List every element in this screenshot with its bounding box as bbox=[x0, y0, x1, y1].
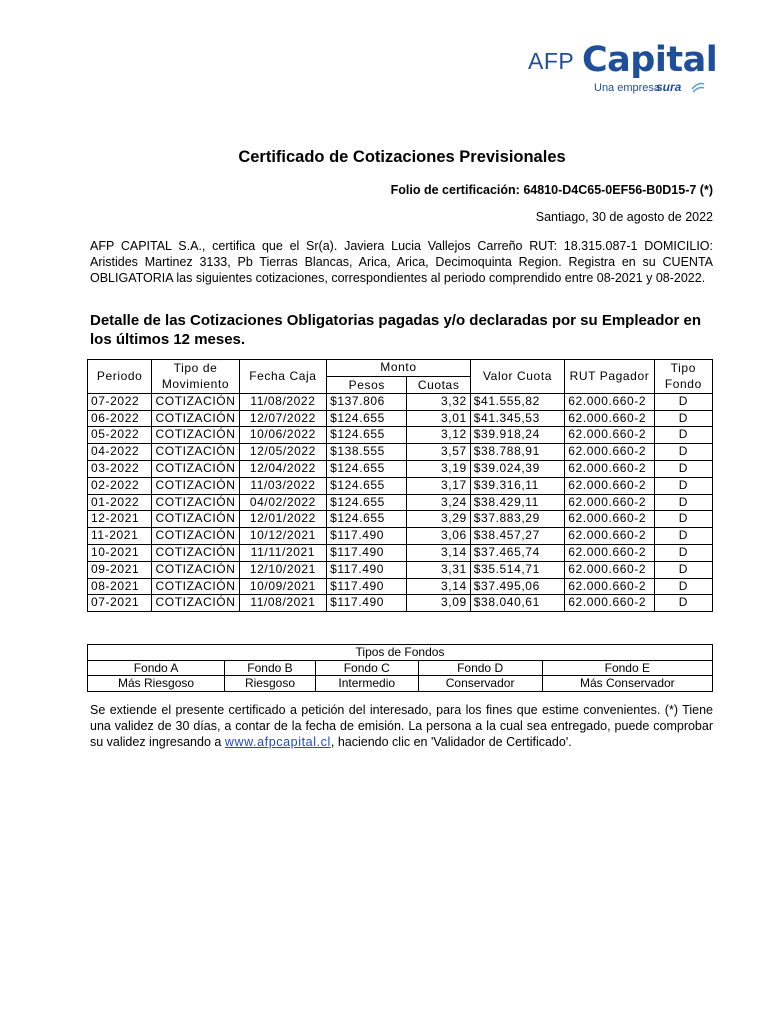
afp-capital-logo bbox=[528, 40, 718, 100]
footer-paragraph bbox=[90, 702, 713, 750]
table-row bbox=[88, 477, 713, 494]
logo-afp-text: AFP bbox=[528, 48, 575, 74]
table-row bbox=[88, 494, 713, 511]
sura-swoosh-icon bbox=[690, 80, 706, 94]
cell-tipo-movimiento: COTIZACIÓN bbox=[152, 511, 239, 528]
fund-name-c: Fondo C bbox=[315, 660, 418, 676]
cell-fecha-caja: 12/04/2022 bbox=[239, 460, 326, 477]
footer-text-before: Se extiende el presente certificado a petición del interesado, para los fines que estime convenientes. (*) Tiene una validez de 30 días, a contar de la fecha de emisión. La persona a la cual sea entregado, puede comprobar su validez ingresando a bbox=[90, 703, 713, 749]
fund-name-a: Fondo A bbox=[88, 660, 225, 676]
cell-pesos: $124.655 bbox=[327, 511, 407, 528]
cell-cuotas: 3,29 bbox=[407, 511, 470, 528]
folio-line: Folio de certificación: 64810-D4C65-0EF56-B0D15-7 (*) bbox=[390, 183, 713, 197]
cell-rut-pagador: 62.000.660-2 bbox=[565, 393, 654, 410]
cell-periodo: 06-2022 bbox=[88, 410, 152, 427]
table-row bbox=[88, 393, 713, 410]
cell-pesos: $124.655 bbox=[327, 410, 407, 427]
cell-fecha-caja: 11/11/2021 bbox=[239, 544, 326, 561]
table-row bbox=[88, 460, 713, 477]
cell-fecha-caja: 10/09/2021 bbox=[239, 578, 326, 595]
fund-types-title: Tipos de Fondos bbox=[88, 645, 713, 661]
cell-rut-pagador: 62.000.660-2 bbox=[565, 494, 654, 511]
cell-pesos: $117.490 bbox=[327, 561, 407, 578]
cell-periodo: 02-2022 bbox=[88, 477, 152, 494]
cell-pesos: $124.655 bbox=[327, 494, 407, 511]
cell-valor-cuota: $37.883,29 bbox=[470, 511, 564, 528]
cell-valor-cuota: $41.555,82 bbox=[470, 393, 564, 410]
cell-valor-cuota: $38.040,61 bbox=[470, 595, 564, 612]
table-row bbox=[88, 427, 713, 444]
header-fecha-caja: Fecha Caja bbox=[239, 360, 326, 394]
cell-pesos: $117.490 bbox=[327, 595, 407, 612]
footer-text-after: , haciendo clic en 'Validador de Certificado'. bbox=[330, 735, 572, 749]
header-monto: Monto bbox=[327, 360, 471, 377]
cell-valor-cuota: $39.024,39 bbox=[470, 460, 564, 477]
logo-sura-text: sura bbox=[656, 80, 682, 94]
cell-cuotas: 3,19 bbox=[407, 460, 470, 477]
cell-tipo-fondo: D bbox=[654, 393, 712, 410]
header-pesos: Pesos bbox=[327, 376, 407, 393]
contributions-table-body bbox=[88, 393, 713, 611]
cell-periodo: 09-2021 bbox=[88, 561, 152, 578]
cell-rut-pagador: 62.000.660-2 bbox=[565, 477, 654, 494]
cell-fecha-caja: 04/02/2022 bbox=[239, 494, 326, 511]
cell-tipo-fondo: D bbox=[654, 494, 712, 511]
cell-cuotas: 3,57 bbox=[407, 444, 470, 461]
cell-valor-cuota: $39.316,11 bbox=[470, 477, 564, 494]
logo-capital-text: Capital bbox=[582, 40, 718, 80]
cell-tipo-fondo: D bbox=[654, 410, 712, 427]
cell-cuotas: 3,14 bbox=[407, 578, 470, 595]
cell-rut-pagador: 62.000.660-2 bbox=[565, 544, 654, 561]
cell-tipo-movimiento: COTIZACIÓN bbox=[152, 544, 239, 561]
cell-periodo: 01-2022 bbox=[88, 494, 152, 511]
cell-fecha-caja: 12/05/2022 bbox=[239, 444, 326, 461]
cell-periodo: 07-2021 bbox=[88, 595, 152, 612]
fund-risk-a: Más Riesgoso bbox=[88, 676, 225, 692]
cell-rut-pagador: 62.000.660-2 bbox=[565, 578, 654, 595]
cell-cuotas: 3,09 bbox=[407, 595, 470, 612]
cell-valor-cuota: $39.918,24 bbox=[470, 427, 564, 444]
cell-valor-cuota: $37.495,06 bbox=[470, 578, 564, 595]
fund-name-d: Fondo D bbox=[418, 660, 542, 676]
cell-tipo-fondo: D bbox=[654, 511, 712, 528]
cell-tipo-fondo: D bbox=[654, 561, 712, 578]
page-title: Certificado de Cotizaciones Previsionales bbox=[238, 148, 566, 166]
cell-fecha-caja: 12/10/2021 bbox=[239, 561, 326, 578]
cell-cuotas: 3,31 bbox=[407, 561, 470, 578]
cell-pesos: $117.490 bbox=[327, 528, 407, 545]
cell-rut-pagador: 62.000.660-2 bbox=[565, 460, 654, 477]
cell-tipo-movimiento: COTIZACIÓN bbox=[152, 578, 239, 595]
header-cuotas: Cuotas bbox=[407, 376, 470, 393]
cell-pesos: $117.490 bbox=[327, 578, 407, 595]
fund-risk-c: Intermedio bbox=[315, 676, 418, 692]
date-line: Santiago, 30 de agosto de 2022 bbox=[535, 210, 713, 224]
cell-pesos: $117.490 bbox=[327, 544, 407, 561]
cell-valor-cuota: $38.788,91 bbox=[470, 444, 564, 461]
fund-risk-b: Riesgoso bbox=[225, 676, 316, 692]
cell-tipo-movimiento: COTIZACIÓN bbox=[152, 460, 239, 477]
cell-periodo: 03-2022 bbox=[88, 460, 152, 477]
cell-rut-pagador: 62.000.660-2 bbox=[565, 444, 654, 461]
cell-rut-pagador: 62.000.660-2 bbox=[565, 410, 654, 427]
header-valor-cuota: Valor Cuota bbox=[470, 360, 564, 394]
fund-types-table bbox=[87, 644, 713, 692]
cell-periodo: 11-2021 bbox=[88, 528, 152, 545]
cell-pesos: $137.806 bbox=[327, 393, 407, 410]
cell-cuotas: 3,32 bbox=[407, 393, 470, 410]
table-row bbox=[88, 511, 713, 528]
cell-fecha-caja: 10/06/2022 bbox=[239, 427, 326, 444]
cell-tipo-fondo: D bbox=[654, 477, 712, 494]
cell-periodo: 05-2022 bbox=[88, 427, 152, 444]
cell-valor-cuota: $37.465,74 bbox=[470, 544, 564, 561]
table-row bbox=[88, 544, 713, 561]
cell-tipo-movimiento: COTIZACIÓN bbox=[152, 494, 239, 511]
table-row bbox=[88, 578, 713, 595]
contributions-table bbox=[87, 359, 713, 612]
cell-rut-pagador: 62.000.660-2 bbox=[565, 511, 654, 528]
cell-tipo-movimiento: COTIZACIÓN bbox=[152, 427, 239, 444]
cell-cuotas: 3,14 bbox=[407, 544, 470, 561]
cell-periodo: 04-2022 bbox=[88, 444, 152, 461]
cell-tipo-movimiento: COTIZACIÓN bbox=[152, 410, 239, 427]
cell-pesos: $124.655 bbox=[327, 427, 407, 444]
cell-tipo-fondo: D bbox=[654, 544, 712, 561]
afpcapital-link[interactable]: www.afpcapital.cl bbox=[224, 735, 331, 749]
cell-rut-pagador: 62.000.660-2 bbox=[565, 561, 654, 578]
cell-cuotas: 3,12 bbox=[407, 427, 470, 444]
table-row bbox=[88, 595, 713, 612]
cell-tipo-movimiento: COTIZACIÓN bbox=[152, 561, 239, 578]
cell-valor-cuota: $38.429,11 bbox=[470, 494, 564, 511]
cell-pesos: $138.555 bbox=[327, 444, 407, 461]
cell-valor-cuota: $38.457,27 bbox=[470, 528, 564, 545]
cell-fecha-caja: 11/08/2022 bbox=[239, 393, 326, 410]
cell-pesos: $124.655 bbox=[327, 460, 407, 477]
fund-risk-e: Más Conservador bbox=[542, 676, 712, 692]
cell-tipo-fondo: D bbox=[654, 528, 712, 545]
cell-fecha-caja: 12/07/2022 bbox=[239, 410, 326, 427]
cell-periodo: 12-2021 bbox=[88, 511, 152, 528]
cell-rut-pagador: 62.000.660-2 bbox=[565, 528, 654, 545]
cell-fecha-caja: 10/12/2021 bbox=[239, 528, 326, 545]
cell-tipo-movimiento: COTIZACIÓN bbox=[152, 528, 239, 545]
cell-tipo-movimiento: COTIZACIÓN bbox=[152, 444, 239, 461]
cell-pesos: $124.655 bbox=[327, 477, 407, 494]
cell-tipo-fondo: D bbox=[654, 460, 712, 477]
cell-fecha-caja: 12/01/2022 bbox=[239, 511, 326, 528]
cell-periodo: 07-2022 bbox=[88, 393, 152, 410]
header-tipo-fondo: Tipo Fondo bbox=[654, 360, 712, 394]
certification-paragraph: AFP CAPITAL S.A., certifica que el Sr(a). Javiera Lucia Vallejos Carreño RUT: 18.315.087-1 DOMICILIO: Aristides Martinez 3133, Pb Tierras Blancas, Arica, Arica, Decimoquinta Region. Registra en su CUENTA OBLIGATORIA las siguientes cotizaciones, correspondientes al periodo comprendido entre 08-2021 y 08-2022. bbox=[90, 239, 713, 285]
cell-cuotas: 3,01 bbox=[407, 410, 470, 427]
header-rut-pagador: RUT Pagador bbox=[565, 360, 654, 394]
cell-tipo-fondo: D bbox=[654, 444, 712, 461]
cell-periodo: 08-2021 bbox=[88, 578, 152, 595]
table-row bbox=[88, 410, 713, 427]
cell-tipo-fondo: D bbox=[654, 427, 712, 444]
cell-cuotas: 3,17 bbox=[407, 477, 470, 494]
cell-rut-pagador: 62.000.660-2 bbox=[565, 427, 654, 444]
fund-name-e: Fondo E bbox=[542, 660, 712, 676]
cell-valor-cuota: $41.345,53 bbox=[470, 410, 564, 427]
cell-tipo-fondo: D bbox=[654, 578, 712, 595]
cell-fecha-caja: 11/08/2021 bbox=[239, 595, 326, 612]
cell-tipo-movimiento: COTIZACIÓN bbox=[152, 477, 239, 494]
cell-fecha-caja: 11/03/2022 bbox=[239, 477, 326, 494]
cell-rut-pagador: 62.000.660-2 bbox=[565, 595, 654, 612]
cell-tipo-fondo: D bbox=[654, 595, 712, 612]
logo-tagline: Una empresa bbox=[594, 82, 661, 94]
cell-cuotas: 3,06 bbox=[407, 528, 470, 545]
table-row bbox=[88, 528, 713, 545]
cell-tipo-movimiento: COTIZACIÓN bbox=[152, 393, 239, 410]
cell-tipo-movimiento: COTIZACIÓN bbox=[152, 595, 239, 612]
table-row bbox=[88, 444, 713, 461]
header-tipo-movimiento: Tipo de Movimiento bbox=[152, 360, 239, 394]
cell-cuotas: 3,24 bbox=[407, 494, 470, 511]
fund-name-b: Fondo B bbox=[225, 660, 316, 676]
fund-risk-d: Conservador bbox=[418, 676, 542, 692]
cell-valor-cuota: $35.514,71 bbox=[470, 561, 564, 578]
cell-periodo: 10-2021 bbox=[88, 544, 152, 561]
section-subtitle: Detalle de las Cotizaciones Obligatorias pagadas y/o declaradas por su Empleador en los últimos 12 meses. bbox=[90, 312, 702, 348]
header-periodo: Periodo bbox=[88, 360, 152, 394]
table-row bbox=[88, 561, 713, 578]
